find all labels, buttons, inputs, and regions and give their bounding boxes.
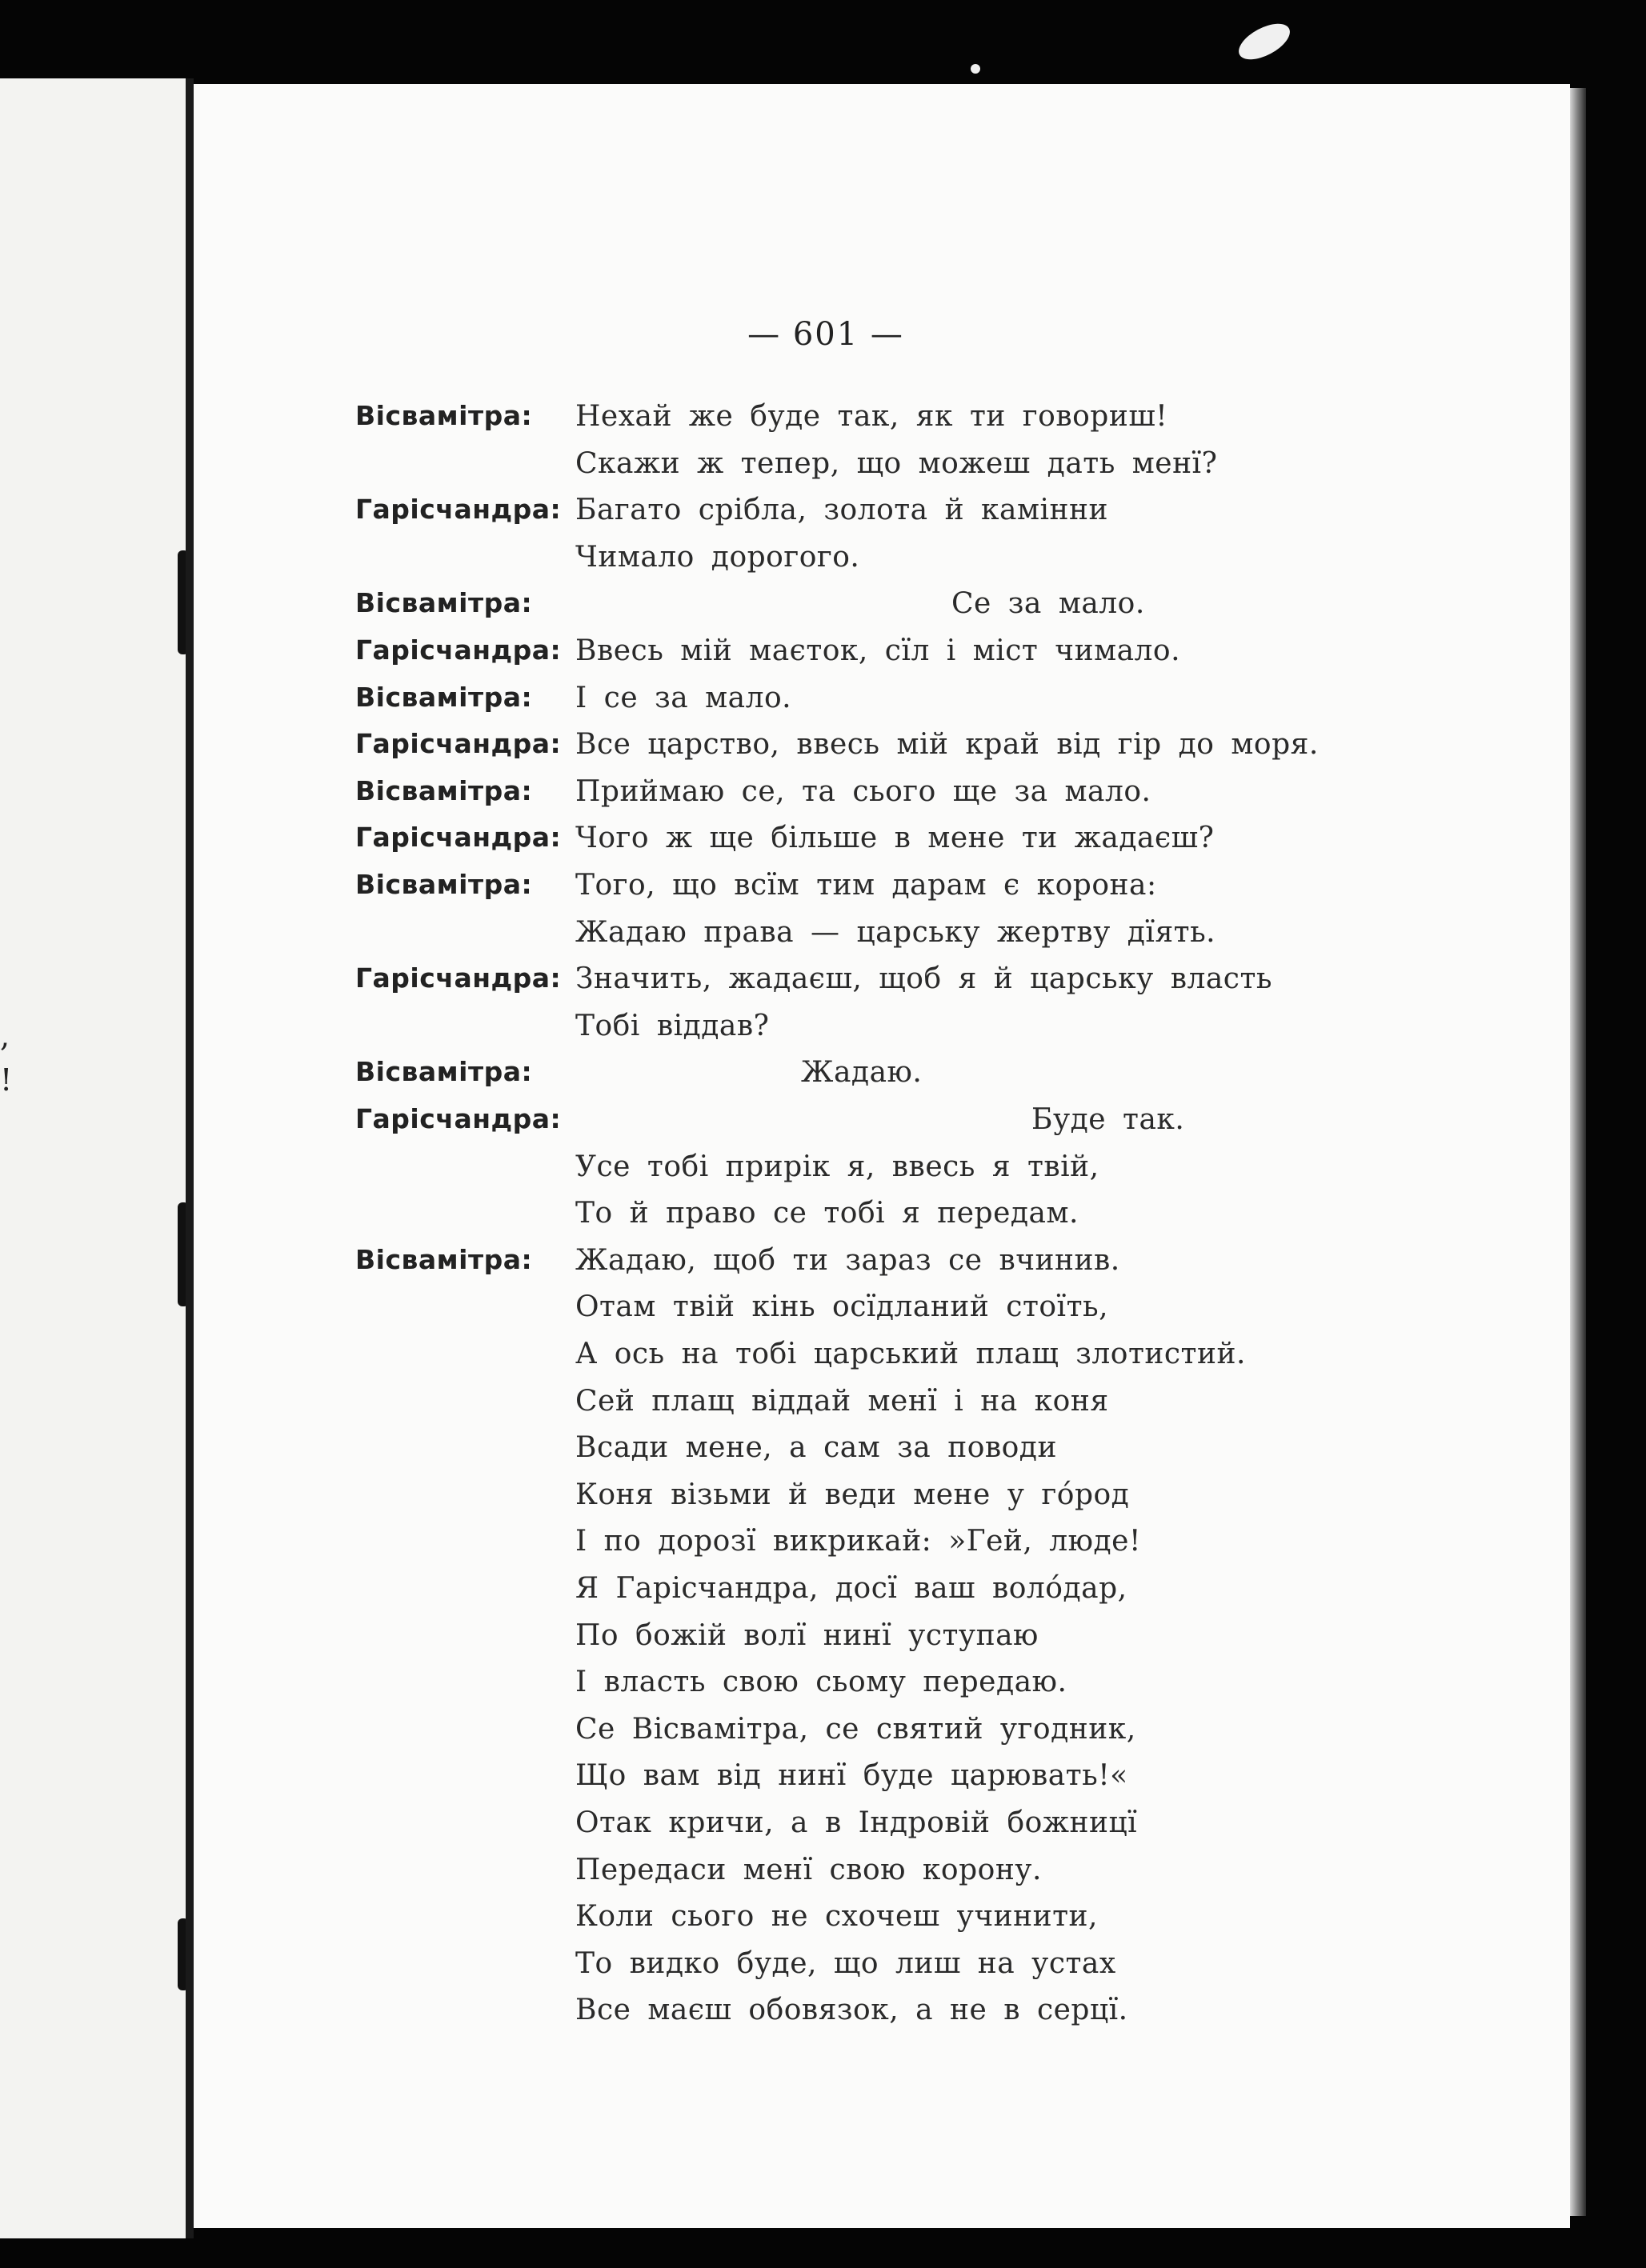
verse-text: Коли сього не схочеш учинити,: [575, 1900, 1098, 1934]
verse-text: Буде так.: [1031, 1103, 1185, 1136]
speaker-name: Вісвамітра:: [355, 587, 533, 619]
verse-text: Чого ж ще більше в мене ти жадаєш?: [575, 822, 1215, 855]
verse-text: Все маєш обовязок, а не в серцї.: [575, 1994, 1128, 2027]
dialogue-line: [194, 1150, 1554, 1194]
dialogue-line: [194, 962, 1554, 1006]
dialogue-line: [194, 728, 1554, 771]
dialogue-line: [194, 541, 1554, 584]
dialogue-line: [194, 1854, 1554, 1897]
scan-speck: [971, 64, 980, 74]
verse-text: Тобі віддав?: [575, 1009, 770, 1042]
speaker-name: Вісвамітра:: [355, 1056, 533, 1088]
dialogue-line: [194, 1525, 1554, 1568]
dialogue-line: [194, 447, 1554, 490]
previous-page-fragment: !: [0, 1062, 13, 1098]
dialogue-line: [194, 1197, 1554, 1240]
dialogue-line: [194, 1478, 1554, 1522]
dialogue-line: [194, 494, 1554, 537]
speaker-name: Вісвамітра:: [355, 1243, 533, 1275]
verse-text: Чимало дорогого.: [575, 540, 860, 574]
speaker-name: Гарісчандра:: [355, 634, 562, 666]
verse-text: Ввесь мій маєток, сїл і міст чимало.: [575, 634, 1181, 667]
dialogue-line: [194, 775, 1554, 818]
page-edge-shadow: [1570, 88, 1586, 2216]
verse-text: І се за мало.: [575, 681, 792, 714]
dialogue-line: [194, 682, 1554, 725]
dialogue-line: [194, 1666, 1554, 1709]
dialogue-line: [194, 1338, 1554, 1381]
verse-text: Се Вісвамітра, се святий угодник,: [575, 1712, 1136, 1746]
verse-text: Отам твій кінь осїдланий стоїть,: [575, 1290, 1109, 1324]
speaker-name: Гарісчандра:: [355, 1103, 562, 1134]
dialogue-line: [194, 1010, 1554, 1053]
speaker-name: Гарісчандра:: [355, 728, 562, 760]
verse-text: Сей плащ віддай менї і на коня: [575, 1384, 1109, 1418]
speaker-name: Гарісчандра:: [355, 822, 562, 854]
dialogue-line: [194, 634, 1554, 678]
verse-text: Усе тобі прирік я, ввесь я твій,: [575, 1150, 1099, 1183]
dialogue-line: [194, 1385, 1554, 1428]
verse-text: І власть свою сьому передаю.: [575, 1666, 1067, 1699]
verse-text: Отак кричи, а в Індровій божницї: [575, 1806, 1138, 1839]
verse-text: Передаси менї свою корону.: [575, 1853, 1042, 1886]
verse-text: Се за мало.: [951, 587, 1145, 621]
verse-text: Що вам від нинї буде царювать!«: [575, 1759, 1128, 1793]
speaker-name: Гарісчандра:: [355, 962, 562, 994]
verse-text: Багато срібла, золота й камінни: [575, 494, 1108, 527]
dialogue-line: [194, 1056, 1554, 1099]
dialogue-line: [194, 1806, 1554, 1850]
verse-text: І по дорозї викрикай: »Гей, люде!: [575, 1525, 1141, 1558]
dialogue-line: [194, 1103, 1554, 1146]
scan-speck: [1233, 17, 1296, 67]
verse-text: Жадаю.: [801, 1056, 923, 1090]
dialogue-line: [194, 1572, 1554, 1615]
verse-text: Жадаю права — царську жертву дїять.: [575, 915, 1216, 949]
previous-page-fragment: ,: [0, 1018, 10, 1054]
book-page: [194, 84, 1570, 2228]
dialogue-line: [194, 1900, 1554, 1943]
verse-text: Скажи ж тепер, що можеш дать менї?: [575, 446, 1218, 480]
speaker-name: Вісвамітра:: [355, 774, 533, 806]
dialogue-line: [194, 1994, 1554, 2037]
dialogue-line: [194, 1431, 1554, 1474]
dialogue-line: [194, 1759, 1554, 1802]
verse-text: Всади мене, а сам за поводи: [575, 1431, 1057, 1465]
verse-text: Приймаю се, та сього ще за мало.: [575, 774, 1151, 808]
dialogue-line: [194, 1619, 1554, 1662]
verse-text: Того, що всїм тим дарам є корона:: [575, 869, 1157, 902]
dialogue-line: [194, 1947, 1554, 1990]
dialogue-line: [194, 1713, 1554, 1756]
speaker-name: Вісвамітра:: [355, 869, 533, 900]
verse-text: То видко буде, що лиш на устах: [575, 1946, 1116, 1980]
dialogue-line: [194, 822, 1554, 865]
speaker-name: Вісвамітра:: [355, 681, 533, 713]
dialogue-line: [194, 1244, 1554, 1287]
dialogue-line: [194, 400, 1554, 443]
verse-text: Коня візьми й веди мене у го́род: [575, 1478, 1130, 1511]
previous-page-edge: [0, 78, 188, 2238]
verse-text: Я Гарісчандра, досї ваш воло́дар,: [575, 1572, 1127, 1605]
verse-text: По божій волї нинї уступаю: [575, 1618, 1039, 1652]
dialogue-line: [194, 869, 1554, 912]
dialogue-line: [194, 1290, 1554, 1334]
page-number: — 601 —: [747, 316, 904, 353]
verse-text: То й право се тобі я передам.: [575, 1197, 1079, 1230]
verse-text: Значить, жадаєш, щоб я й царську власть: [575, 962, 1272, 996]
verse-text: А ось на тобі царський плащ злотистий.: [575, 1338, 1246, 1370]
speaker-name: Вісвамітра:: [355, 400, 533, 431]
dialogue-line: [194, 587, 1554, 630]
book-gutter: [186, 78, 194, 2238]
dialogue-line: [194, 916, 1554, 959]
verse-text: Жадаю, щоб ти зараз се вчинив.: [575, 1243, 1120, 1277]
verse-text: Нехай же буде так, як ти говориш!: [575, 400, 1168, 433]
speaker-name: Гарісчандра:: [355, 494, 562, 526]
verse-text: Все царство, ввесь мій край від гір до моря.: [575, 728, 1319, 762]
